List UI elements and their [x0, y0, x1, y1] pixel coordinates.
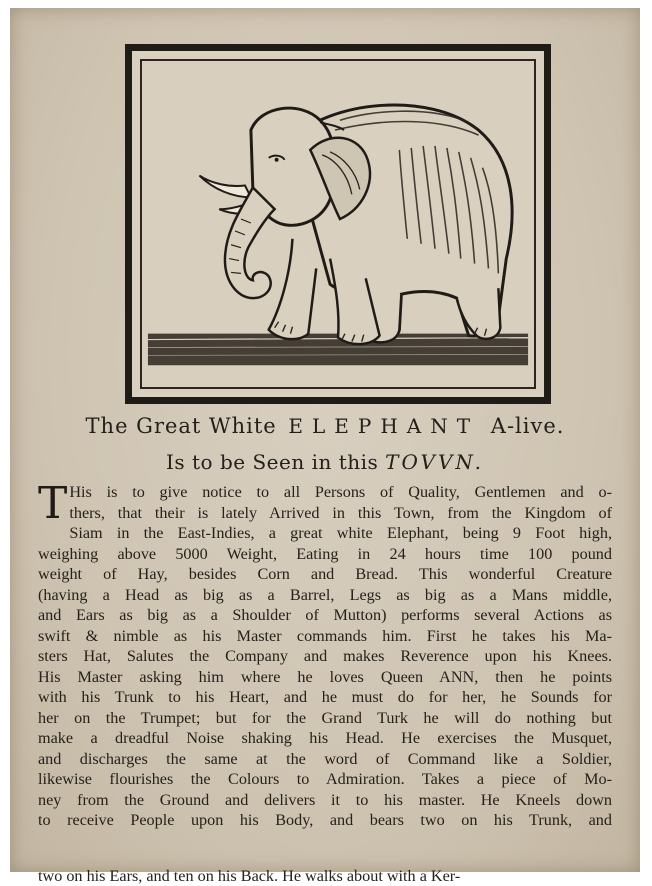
headline-prefix: The Great White	[85, 414, 277, 438]
body-line: swift & nimble as his Master commands him. First he takes his Ma-	[38, 626, 612, 645]
woodcut-frame	[125, 44, 551, 404]
headline-line-2	[10, 450, 640, 474]
dropcap-letter: T	[38, 478, 68, 529]
headline-town-word: TOVVN.	[385, 450, 484, 474]
elephant-trunk	[225, 187, 275, 298]
body-line: with his Trunk to his Heart, and he must do for her, he Sounds for	[38, 688, 612, 706]
front-leg-left	[269, 239, 317, 339]
body-line: to receive People upon his Body, and bears two on his Trunk, and	[38, 811, 612, 829]
cut-off-last-line: two on his Ears, and ten on his Back. He walks about with a Ker-	[38, 867, 461, 885]
body-line: her on the Trumpet; but for the Grand Turk he will do nothing but	[38, 708, 612, 727]
body-line: His Master asking him where he loves Queen ANN, then he points	[38, 667, 612, 686]
body-line: ney from the Ground and delivers it to his master. He Kneels down	[38, 790, 612, 809]
body-line: His is to give notice to all Persons of Quality, Gentlemen and o-	[69, 483, 612, 501]
headline-elephant-word: ELEPHANT	[288, 414, 480, 438]
headline-suffix: A-live.	[490, 414, 565, 438]
body-line: Siam in the East-Indies, a great white Elephant, being 9 Foot high,	[69, 524, 612, 542]
elephant-tusk	[199, 176, 250, 198]
announcement-body	[38, 478, 612, 831]
body-line: likewise flourishes the Colours to Admiration. Takes a piece of Mo-	[38, 770, 612, 788]
body-line: sters Hat, Salutes the Company and makes Reverence upon his Knees.	[38, 647, 612, 665]
body-line: thers, that their is lately Arrived in this Town, from the Kingdom of	[69, 503, 612, 522]
body-line: and discharges the same at the word of Command like a Soldier,	[38, 749, 612, 768]
headline-line2-prefix: Is to be Seen in this	[166, 450, 379, 474]
body-line: weight of Hay, besides Corn and Bread. This wonderful Creature	[38, 565, 612, 583]
body-line: (having a Head as big as a Barrel, Legs as big as a Mans middle,	[38, 585, 612, 604]
woodcut-inner-border	[140, 59, 536, 389]
body-line: and Ears as big as a Shoulder of Mutton) performs several Actions as	[38, 606, 612, 624]
broadside-sheet	[10, 8, 640, 885]
elephant-woodcut-illustration	[142, 61, 534, 387]
headline-line-1	[10, 414, 640, 438]
body-line: weighing above 5000 Weight, Eating in 24 hours time 100 pound	[38, 544, 612, 563]
body-line: make a dreadful Noise shaking his Head. He exercises the Musquet,	[38, 729, 612, 747]
